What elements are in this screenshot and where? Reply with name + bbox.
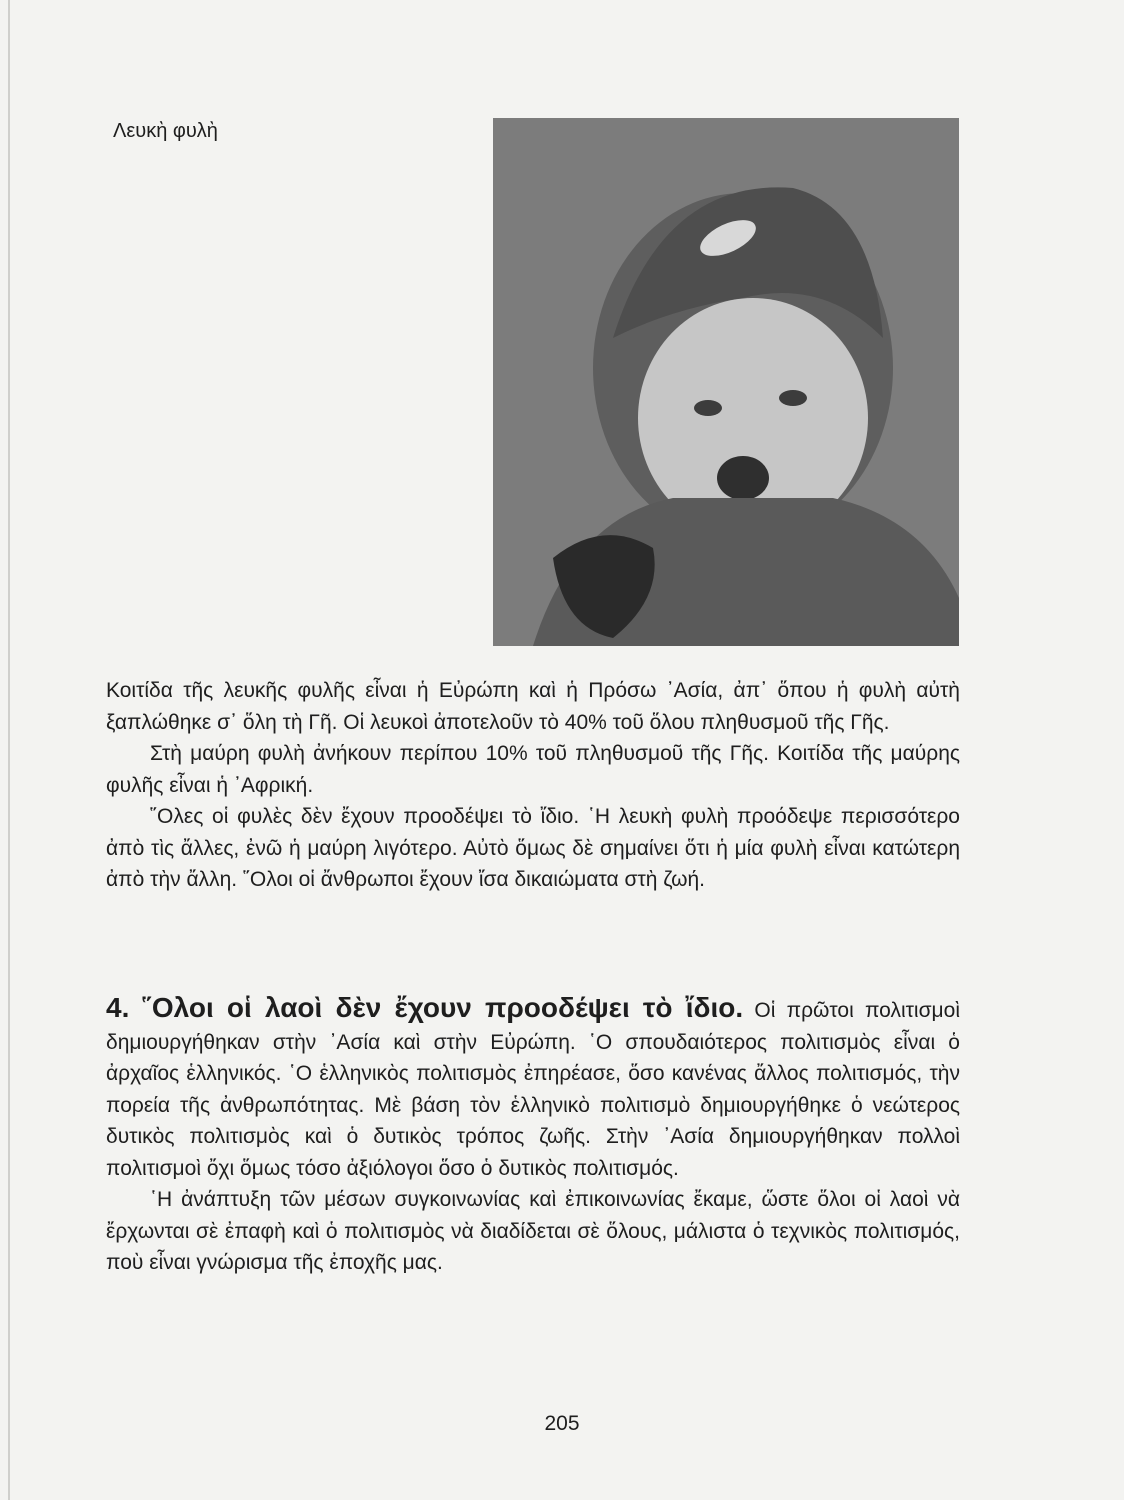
- section-lead-text: Οἱ πρῶτοι πολιτισμοὶ δημιουργήθηκαν στὴν ᾿Ασία καὶ στὴν Εὐρώπη. ῾Ο σπουδαιότερος πολιτισμὸς εἶναι ὁ ἀρχαῖος ἑλληνικός. ῾Ο ἑλληνικὸς πολιτισμὸς ἐπηρέασε, ὅσο κανένας ἄλλος πολιτισμός, τὴν πορεία τῆς ἀνθρωπότητας. Μὲ βάση τὸν ἑλληνικὸ πολιτισμὸ δημιουργήθηκε ὁ νεώτερος δυτικὸς πολιτισμὸς καὶ ὁ δυτικὸς τρόπος ζωῆς. Στὴν ᾿Ασία δημιουργήθηκαν πολλοὶ πολιτισμοὶ ὄχι ὅμως τόσο ἀξιόλογοι ὅσο ὁ δυτικὸς πολιτισμός.: [106, 999, 960, 1180]
- child-photo: [493, 118, 959, 646]
- section-heading: 4. ῞Ολοι οἱ λαοὶ δὲν ἔχουν προοδέψει τὸ ἴδιο.: [106, 992, 744, 1023]
- photo-label: Λευκὴ φυλὴ: [113, 120, 218, 142]
- page-edge: [8, 0, 10, 1500]
- paragraph-white-race: Κοιτίδα τῆς λευκῆς φυλῆς εἶναι ἡ Εὐρώπη καὶ ἡ Πρόσω ᾿Ασία, ἀπ᾿ ὅπου ἡ φυλὴ αὐτὴ ξαπλώθηκε σ᾿ ὅλη τὴ Γῆ. Οἱ λευκοὶ ἀποτελοῦν τὸ 40% τοῦ ὅλου πληθυσμοῦ τῆς Γῆς.: [106, 679, 960, 734]
- section-4: [106, 992, 960, 1279]
- paragraph-black-race: Στὴ μαύρη φυλὴ ἀνήκουν περίπου 10% τοῦ πληθυσμοῦ τῆς Γῆς. Κοιτίδα τῆς μαύρης φυλῆς εἶναι ἡ ᾿Αφρική.: [106, 742, 960, 797]
- child-photo-drawing: [493, 118, 959, 646]
- paragraph-communication: ῾Η ἀνάπτυξη τῶν μέσων συγκοινωνίας καὶ ἐπικοινωνίας ἔκαμε, ὥστε ὅλοι οἱ λαοὶ νὰ ἔρχωνται σὲ ἐπαφὴ καὶ ὁ πολιτισμὸς νὰ διαδίδεται σὲ ὅλους, μάλιστα ὁ τεχνικὸς πολιτισμός, ποὺ εἶναι γνώρισμα τῆς ἐποχῆς μας.: [106, 1188, 960, 1274]
- section-4-paragraph: [106, 992, 960, 1184]
- page-number: 205: [544, 1412, 580, 1435]
- race-paragraphs: [106, 675, 960, 896]
- paragraph-progress: ῞Ολες οἱ φυλὲς δὲν ἔχουν προοδέψει τὸ ἴδιο. ῾Η λευκὴ φυλὴ προόδεψε περισσότερο ἀπὸ τὶς ἄλλες, ἐνῶ ἡ μαύρη λιγότερο. Αὐτὸ ὅμως δὲ σημαίνει ὅτι ἡ μία φυλὴ εἶναι κατώτερη ἀπὸ τὴν ἄλλη. ῞Ολοι οἱ ἄνθρωποι ἔχουν ἴσα δικαιώματα στὴ ζωή.: [106, 805, 960, 891]
